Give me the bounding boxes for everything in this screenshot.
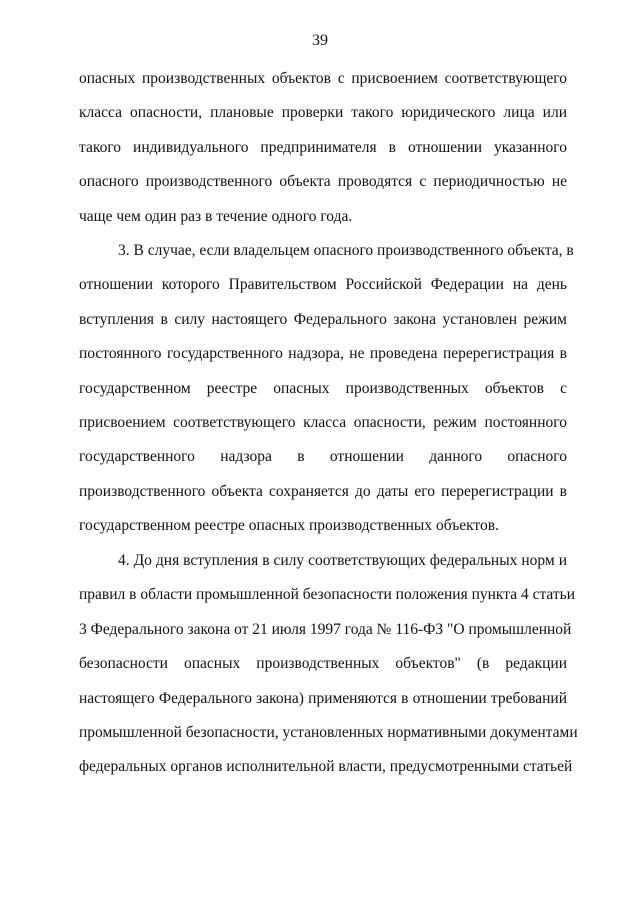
text-line: 3. В случае, если владельцем опасного производственного объекта, в bbox=[118, 242, 574, 259]
text-line: настоящего Федерального закона) применяются в отношении требований bbox=[79, 689, 567, 707]
text-line: постоянного государственного надзора, не проведена перерегистрация в bbox=[79, 345, 567, 363]
text-line: производственного объекта сохраняется до даты его перерегистрации в bbox=[79, 482, 567, 500]
text-line: вступления в силу настоящего Федерального закона установлен режим bbox=[79, 310, 567, 328]
text-line: федеральных органов исполнительной власти, предусмотренными статьей bbox=[79, 758, 573, 776]
text-line: такого индивидуального предпринимателя в отношении указанного bbox=[79, 138, 567, 156]
text-line: безопасности опасных производственных объектов" (в редакции bbox=[79, 655, 567, 673]
text-line: 4. До дня вступления в силу соответствующих федеральных норм и bbox=[118, 552, 567, 569]
paragraph-item-4 bbox=[79, 551, 578, 792]
text-line: правил в области промышленной безопасности положения пункта 4 статьи bbox=[79, 586, 576, 604]
text-line: промышленной безопасности, установленных нормативными документами bbox=[79, 723, 578, 741]
text-line: отношении которого Правительством Российской Федерации на день bbox=[79, 276, 567, 294]
text-line: присвоением соответствующего класса опасности, режим постоянного bbox=[79, 413, 567, 431]
page-number: 39 bbox=[312, 32, 328, 49]
text-line: государственном реестре опасных производственных объектов с bbox=[79, 379, 567, 397]
text-line: опасных производственных объектов с присвоением соответствующего bbox=[79, 70, 567, 87]
paragraph-item-3 bbox=[79, 241, 574, 551]
paragraph-continuation bbox=[79, 69, 567, 241]
text-line: государственного надзора в отношении данного опасного bbox=[79, 448, 567, 466]
text-line: чаще чем один раз в течение одного года. bbox=[79, 207, 353, 225]
text-line: государственном реестре опасных производственных объектов. bbox=[79, 517, 499, 535]
text-line: опасного производственного объекта проводятся с периодичностью не bbox=[79, 173, 567, 191]
text-line: класса опасности, плановые проверки такого юридического лица или bbox=[79, 104, 567, 122]
text-line: 3 Федерального закона от 21 июля 1997 года № 116-ФЗ "О промышленной bbox=[79, 620, 572, 638]
